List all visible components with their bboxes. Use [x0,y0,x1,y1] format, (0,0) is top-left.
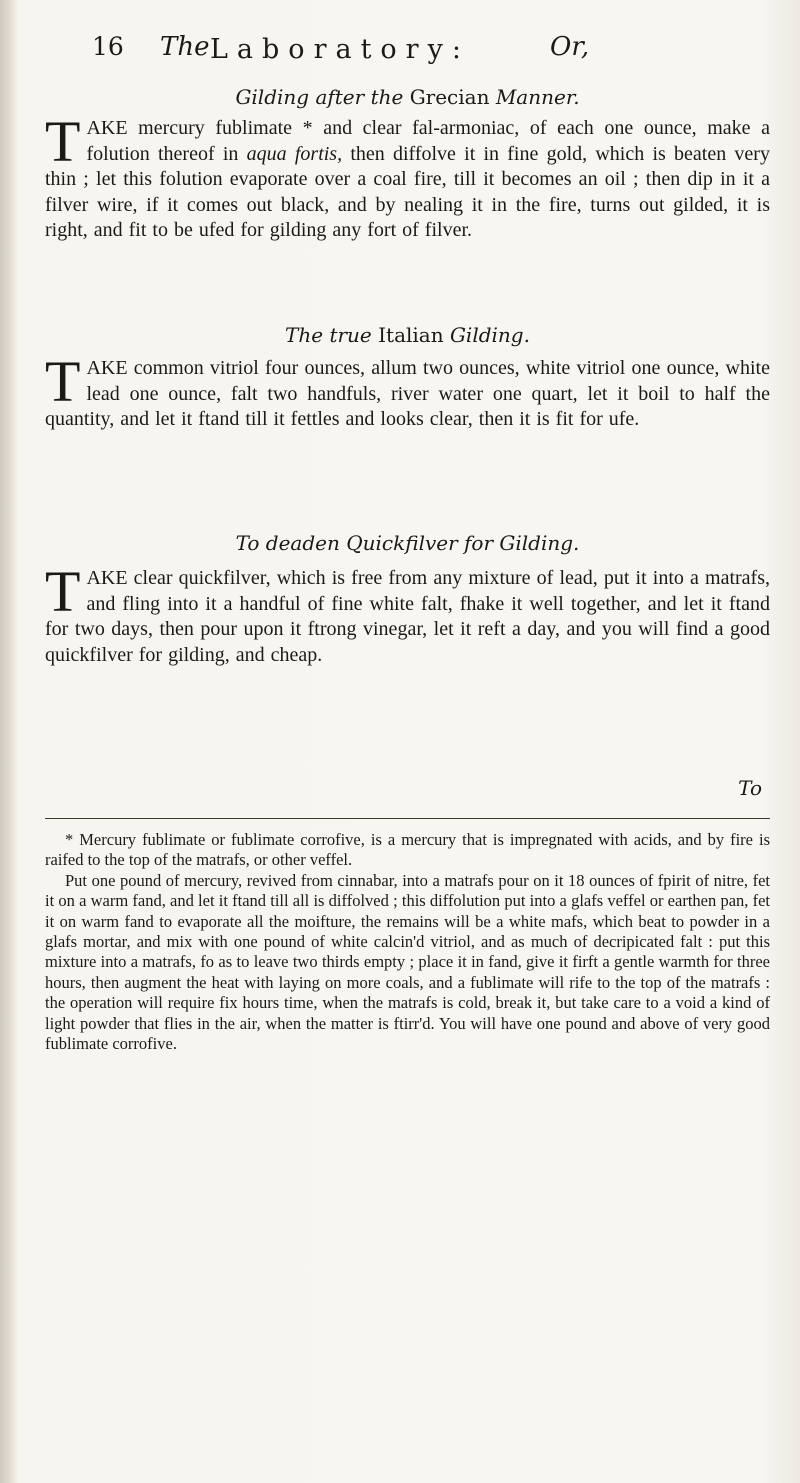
title-part: Grecian [409,85,490,109]
body-text: AKE common vitriol four ounces, allum two ounces, white vitriol one ounce, white lead one ounce, falt two handfuls, river water one quart, let it boil to half the quantity, and let it ftand till it fettles and looks clear, then it is fit for ufe. [45,357,770,430]
running-header [92,28,732,72]
section-title [45,84,770,110]
header-title-suffix: Or, [550,32,590,62]
footnote-paragraph: Put one pound of mercury, revived from cinnabar, into a matrafs pour on it 18 ounces of fpirit of nitre, fet it on a warm fand, and let it ftand till all is diffolved ; this diffolution put into a glafs veffel or earthen pan, fet it on warm fand to evaporate all the moifture, the remains will be a white mafs, which beat to powder in a glafs mortar, and mix with one pound of white calcin'd vitriol, and as much of decripicated falt : put this mixture into a matrafs, fo as to leave two thirds empty ; place it in fand, give it firft a gentle warmth for three hours, then augment the heat with laying on more coals, and a fublimate will rife to the top of the matrafs : the operation will require fix hours time, when the matrafs is cold, break it, but take care to a void a kind of light powder that flies in the air, when the matter is ftirr'd. You will have one pound and above of very good fublimate corrofive. [45,870,770,1054]
section-deaden-quickfilver [45,530,770,668]
drop-cap: T [45,559,81,624]
body-text: AKE clear quickfilver, which is free from any mixture of lead, put it into a matrafs, and fling into it a handful of fine white falt, fhake it well together, and let it ftand for two days, then pour upon it ftrong vinegar, let it reft a day, and you will find a good quickfilver for gilding, and cheap. [45,567,770,666]
title-part: Italian [378,323,444,347]
gutter-shadow [0,0,18,1483]
drop-cap: T [45,109,81,174]
section-body [45,559,770,668]
footnote [45,830,770,1054]
title-part: Manner. [495,85,580,109]
drop-cap: T [45,349,81,414]
section-body [45,109,770,244]
catchword: To [738,776,762,800]
body-text: then diffolve it in fine gold, which is beaten very thin ; let this folution evaporate over a coal fire, till it becomes an oil ; then dip in it a filver wire, if it comes out black, and by nealing it in the fire, turns out gilded, it is right, and fit to be ufed for gilding any fort of filver. [45,142,770,241]
header-title: Laboratory: [210,34,470,65]
section-italian-gilding [45,322,770,433]
title-part: The true [285,323,372,347]
section-title [45,322,770,348]
section-body [45,349,770,433]
section-title [45,530,770,556]
title-part: Gilding after the [235,85,404,109]
footnote-paragraph: * Mercury fublimate or fublimate corrofive, is a mercury that is impregnated with acids, and by fire is raifed to the top of the matrafs, or other veffel. [45,830,770,870]
section-gilding-grecian [45,84,770,244]
footnote-rule [45,818,770,819]
header-title-the: The [160,32,210,62]
body-text: AKE mercury fublimate * and clear fal-armoniac, of each one ounce, make a folution thereof in [86,117,770,165]
page-number: 16 [92,32,124,61]
body-text-italic: aqua fortis, [246,142,343,165]
title-part: To deaden Quickfilver for Gilding. [235,531,580,555]
title-part: Gilding. [449,323,530,347]
